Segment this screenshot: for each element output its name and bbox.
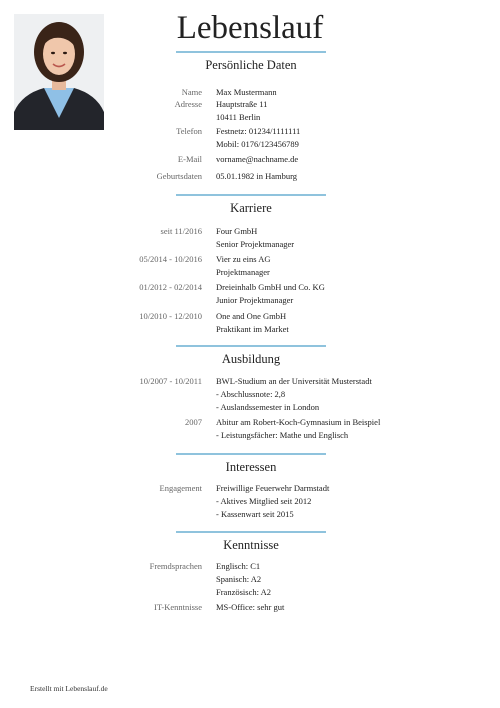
entry-line: One and One GmbH [216,311,287,321]
entry-value [216,601,284,614]
entry-label: 10/2007 - 10/2011 [139,376,202,386]
footer-credit: Erstellt mit Lebenslauf.de [30,684,108,693]
entry-label: 2007 [185,417,202,427]
entry-label: Telefon [176,126,202,136]
entry-line: Festnetz: 01234/1111111 [216,126,301,136]
entry-value [216,225,294,251]
entry-label: Fremdsprachen [149,561,202,571]
entry-value [216,560,271,599]
entry-label: Name [181,87,202,97]
entry-line: Max Mustermann [216,87,277,97]
section-heading-education [176,352,326,367]
entry-line: Freiwillige Feuerwehr Darmstadt [216,483,330,493]
entry-line: Junior Projektmanager [216,295,294,305]
section-heading-text: Interessen [225,460,277,474]
entry-line: - Kassenwart seit 2015 [216,509,294,519]
section-heading-personal [176,58,326,73]
entry-value [216,482,329,521]
entry-value [216,416,380,442]
section-divider [176,453,326,455]
entry-value [216,281,325,307]
section-heading-career [176,201,326,216]
entry-line: Vier zu eins AG [216,254,271,264]
entry-line: Französisch: A2 [216,587,272,597]
entry-line: Praktikant im Market [216,324,289,334]
entry-line: Spanisch: A2 [216,574,262,584]
entry-label: Engagement [159,483,202,493]
entry-label: 05/2014 - 10/2016 [139,254,202,264]
section-divider [176,51,326,53]
entry-line: MS-Office: sehr gut [216,602,285,612]
page-title: Lebenslauf [176,10,324,46]
section-heading-text: Kenntnisse [223,538,279,552]
entry-line: Abitur am Robert-Koch-Gymnasium in Beispiel [216,417,381,427]
entry-line: BWL-Studium an der Universität Musterstadt [216,376,372,386]
section-heading-text: Karriere [230,201,272,215]
section-heading-interests [176,460,326,475]
entry-line: Dreieinhalb GmbH und Co. KG [216,282,325,292]
entry-label: Adresse [174,99,202,109]
entry-line: 05.01.1982 in Hamburg [216,171,298,181]
section-divider [176,345,326,347]
entry-value [216,310,289,336]
entry-value [216,253,271,279]
entry-line: - Aktives Mitglied seit 2012 [216,496,312,506]
section-heading-text: Persönliche Daten [205,58,297,72]
entry-line: Hauptstraße 11 [216,99,268,109]
entry-value [216,98,267,124]
entry-value [216,170,297,183]
entry-line: - Abschlussnote: 2,8 [216,389,286,399]
entry-value [216,125,300,151]
entry-label: IT-Kenntnisse [154,602,202,612]
entry-line: Mobil: 0176/123456789 [216,139,299,149]
section-divider [176,194,326,196]
entry-label: Geburtsdaten [156,171,202,181]
profile-photo [14,14,104,130]
entry-label: seit 11/2016 [160,226,202,236]
section-heading-text: Ausbildung [221,352,281,366]
entry-line: - Leistungsfächer: Mathe und Englisch [216,430,349,440]
person-portrait-icon [14,14,104,130]
entry-line: 10411 Berlin [216,112,261,122]
entry-line: Senior Projektmanager [216,239,295,249]
entry-line: Four GmbH [216,226,258,236]
entry-label: 10/2010 - 12/2010 [139,311,202,321]
entry-value [216,375,372,414]
entry-line: Projektmanager [216,267,270,277]
entry-label: 01/2012 - 02/2014 [139,282,202,292]
entry-value [216,153,298,166]
entry-label: E-Mail [177,154,202,164]
entry-line: Englisch: C1 [216,561,261,571]
entry-line: - Auslandssemester in London [216,402,320,412]
section-heading-skills [176,538,326,553]
entry-line: vorname@nachname.de [216,154,299,164]
section-divider [176,531,326,533]
